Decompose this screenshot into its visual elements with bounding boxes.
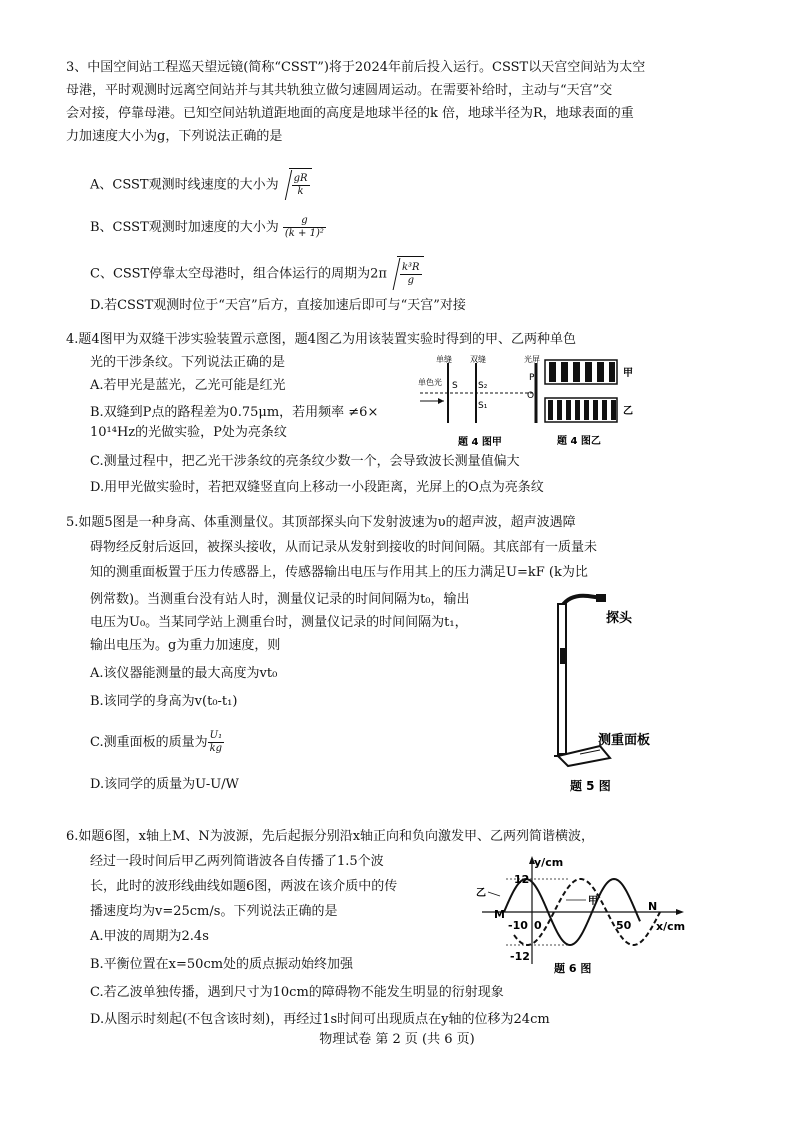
q6-stem-line2: 经过一段时间后甲乙两列简谐波各自传播了1.5个波 [90, 854, 384, 869]
point-p-label: P [529, 373, 535, 383]
fig5-caption: 题 5 图 [570, 779, 611, 793]
q3-option-d: D.若CSST观测时位于“天宫”后方，直接加速后即可与“天宫”对接 [90, 298, 466, 313]
fig6-wave-graph [470, 852, 700, 977]
slit-s2-label: S₂ [478, 381, 488, 391]
q5-stem-line5: 电压为U₀。当某同学站上测重台时，测量仪记录的时间间隔为t₁， [90, 615, 468, 630]
wave-jia-label: 甲 [588, 896, 598, 907]
plate-label: 测重面板 [598, 733, 651, 748]
q5-stem-line2: 碍物经反射后返回，被探头接收，从而记录从发射到接收的时间间隔。其底部有一质量未 [90, 540, 598, 555]
source-n-label: N [648, 900, 658, 913]
q4-option-d: D.用甲光做实验时，若把双缝竖直向上移动一小段距离，光屏上的O点为亮条纹 [90, 480, 544, 495]
q5-option-c-text: C.测重面板的质量为 [90, 735, 208, 750]
q4-stem-line2: 光的干涉条纹。下列说法正确的是 [90, 355, 286, 370]
q3-option-b-num: g [283, 215, 326, 228]
fringe-b-label: 乙 [623, 406, 633, 417]
q3-option-a [90, 168, 312, 202]
q5-option-b: B.该同学的身高为v(t₀-t₁) [90, 694, 238, 709]
light-arrowhead [438, 398, 444, 404]
fig4b-caption: 题 4 图乙 [557, 436, 601, 447]
q3-option-c-den: g [407, 275, 414, 286]
single-slit-label: 单缝 [436, 355, 452, 364]
y-axis-label: y/cm [534, 856, 564, 869]
q5-option-d: D.该同学的质量为U-U/W [90, 777, 239, 792]
column [558, 604, 566, 754]
q3-option-a-num: gR [293, 173, 308, 184]
q3-stem-line1: 3、中国空间站工程巡天望远镜(简称“CSST”)将于2024年前后投入运行。CSST以天宫空间站为太空 [66, 60, 646, 75]
q5-stem-line4: 例常数)。当测重台没有站人时，测量仪记录的时间间隔为t₀，输出 [90, 592, 470, 607]
point-o-label: O [527, 391, 535, 401]
q6-stem-line1: 6.如题6图，x轴上M、N为波源，先后起振分别沿x轴正向和负向激发甲、乙两列简谐横波， [66, 829, 595, 844]
x-tick-50: 50 [616, 919, 632, 932]
q5-option-c-den: kg [209, 743, 223, 754]
q3-option-b-den: (k + 1)² [284, 228, 324, 239]
y-tick-neg12: -12 [510, 950, 530, 963]
q4-option-a: A.若甲光是蓝光，乙光可能是红光 [90, 378, 286, 393]
fringe-a-label: 甲 [623, 368, 633, 379]
q3-option-c [90, 256, 424, 292]
light-label: 单色光 [418, 378, 442, 387]
q3-option-a-den: k [297, 186, 304, 197]
q4-option-b-line2: 10¹⁴Hz的光做实验，P处为亮条纹 [90, 425, 287, 440]
q5-option-c-num: U₁ [208, 730, 224, 743]
q4-option-b-line1: B.双缝到P点的路程差为0.75μm，若用频率 ≠6× [90, 405, 379, 420]
wave-yi-label: 乙 [476, 888, 486, 899]
q3-option-a-text: A、CSST观测时线速度的大小为 [90, 177, 279, 193]
x-tick-neg10: -10 [508, 919, 528, 932]
q6-option-b: B.平衡位置在x=50cm处的质点振动始终加强 [90, 957, 354, 972]
double-slit-label: 双缝 [470, 355, 486, 364]
q3-option-c-text: C、CSST停靠太空母港时，组合体运行的周期为2π [90, 266, 387, 282]
x-tick-0: 0 [534, 919, 542, 932]
q3-stem-line2: 母港，平时观测时远离空间站并与其共轨独立做匀速圆周运动。在需要补给时，主动与“天宫”交 [66, 83, 613, 98]
q6-stem-line3: 长，此时的波形线曲线如题6图，两波在该介质中的传 [90, 879, 398, 894]
fig5-scale [540, 588, 680, 798]
probe-label: 探头 [606, 611, 633, 626]
x-axis-arrow [676, 909, 684, 915]
q5-stem-line1: 5.如题5图是一种身高、体重测量仪。其顶部探头向下发射波速为υ的超声波，超声波遇障 [66, 515, 576, 530]
q5-option-c [90, 726, 224, 760]
q6-stem-line4: 播速度均为v=25cm/s。下列说法正确的是 [90, 904, 338, 919]
fig4a-caption: 题 4 图甲 [458, 437, 502, 448]
display-box [560, 648, 566, 664]
q5-stem-line6: 输出电压为。g为重力加速度，则 [90, 638, 281, 653]
source-m-label: M [494, 908, 505, 921]
q3-stem-line3: 会对接，停靠母港。已知空间站轨道距地面的高度是地球半径的k 倍，地球半径为R，地球表面的重 [66, 106, 634, 121]
q3-option-c-num: k³R [401, 262, 420, 273]
q4-stem-line1: 4.题4图甲为双缝干涉实验装置示意图，题4图乙为用该装置实验时得到的甲、乙两种单色 [66, 332, 576, 347]
x-axis-label: x/cm [656, 920, 686, 933]
slit-s-label: S [452, 381, 458, 391]
q3-option-b-text: B、CSST观测时加速度的大小为 [90, 220, 279, 235]
q6-option-c: C.若乙波单独传播，遇到尺寸为10cm的障碍物不能发生明显的衍射现象 [90, 985, 504, 1000]
q6-option-d: D.从图示时刻起(不包含该时刻)，再经过1s时间可出现质点在y轴的位移为24cm [90, 1012, 550, 1027]
page-footer: 物理试卷 第 2 页 (共 6 页) [319, 1032, 475, 1047]
slit-s1-label: S₁ [478, 401, 488, 411]
q4-option-c: C.测量过程中，把乙光干涉条纹的亮条纹少数一个，会导致波长测量值偏大 [90, 454, 520, 469]
q5-stem-line3: 知的测重面板置于压力传感器上，传感器输出电压与作用其上的压力满足U=kF (k为比 [90, 565, 588, 580]
y-tick-12: 12 [514, 873, 530, 886]
q3-stem-line4: 力加速度大小为g，下列说法正确的是 [66, 129, 283, 144]
fig4b-fringes [543, 358, 643, 448]
fig4a-apparatus [418, 355, 543, 450]
q3-option-b [90, 212, 326, 244]
q5-option-a: A.该仪器能测量的最大高度为vt₀ [90, 666, 278, 681]
fig6-caption: 题 6 图 [554, 962, 592, 975]
probe-head [596, 594, 606, 602]
screen-label: 光屏 [524, 355, 540, 364]
q6-option-a: A.甲波的周期为2.4s [90, 929, 209, 944]
